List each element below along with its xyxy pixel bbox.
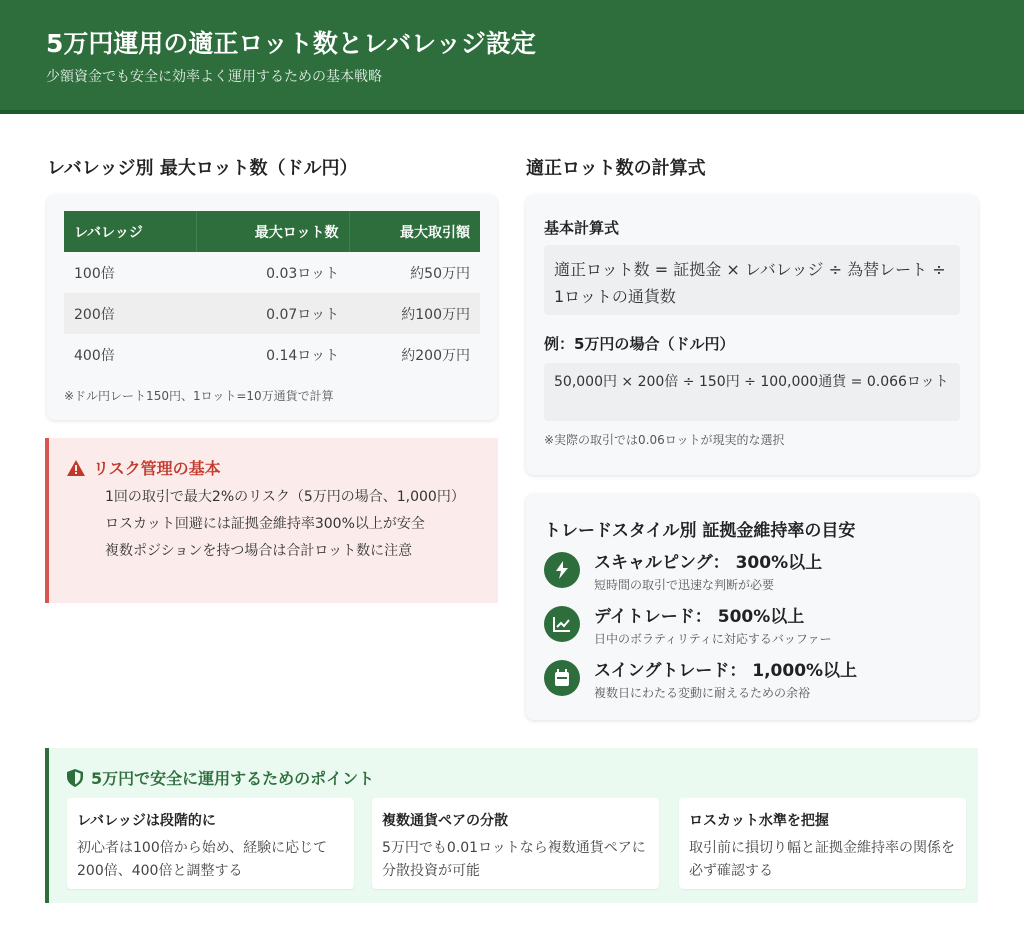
list-item: 複数ポジションを持つ場合は合計ロット数に注意 (105, 543, 413, 559)
point-card (679, 798, 966, 889)
chart-line-icon (544, 606, 580, 642)
table-cell: 約50万円 (410, 265, 470, 282)
point-title: 複数通貨ペアの分散 (382, 813, 508, 829)
column-header: 最大ロット数 (196, 211, 349, 252)
shield-icon (67, 769, 83, 787)
page-subtitle: 少額資金でも安全に効率よく運用するための基本戦略 (46, 69, 382, 85)
table-cell: 約100万円 (349, 293, 480, 334)
table-cell: 200倍 (64, 293, 196, 334)
trade-style-item (544, 660, 857, 701)
table-cell: 0.14ロット (266, 347, 339, 364)
point-title: レバレッジは段階的に (77, 813, 216, 829)
table-cell: 0.03ロット (266, 265, 339, 282)
page-header (0, 0, 1024, 114)
style-value: 500%以上 (717, 607, 805, 627)
formula-section-title: 適正ロット数の計算式 (526, 158, 706, 179)
table-cell: 400倍 (74, 347, 115, 364)
point-description: 5万円でも0.01ロットなら複数通貨ペアに分散投資が可能 (382, 840, 646, 879)
calendar-icon (544, 660, 580, 696)
risk-heading (67, 456, 221, 479)
formula-note: ※実際の取引では0.06ロットが現実的な選択 (544, 433, 785, 447)
points-heading (67, 766, 374, 789)
basic-formula-heading: 基本計算式 (544, 219, 620, 237)
table-header-row (64, 211, 480, 252)
point-description: 初心者は100倍から始め、経験に応じて200倍、400倍と調整する (77, 840, 328, 879)
points-title: 5万円で安全に運用するためのポイント (91, 769, 375, 788)
bolt-icon (544, 552, 580, 588)
table-row (64, 334, 480, 375)
style-name: スイングトレード： (594, 661, 747, 681)
list-item: ロスカット回避には証拠金維持率300%以上が安全 (105, 516, 425, 532)
lot-table-card (47, 195, 497, 420)
warning-icon (67, 460, 85, 476)
risk-title: リスク管理の基本 (93, 459, 221, 478)
table-row (64, 293, 480, 334)
style-description: 複数日にわたる変動に耐えるための余裕 (594, 686, 811, 700)
point-card (372, 798, 659, 889)
trade-style-item (544, 606, 832, 647)
points-box (45, 748, 978, 903)
style-description: 短時間の取引で迅速な判断が必要 (594, 578, 775, 592)
page-title: 5万円運用の適正ロット数とレバレッジ設定 (46, 29, 536, 58)
style-value: 1,000%以上 (752, 661, 858, 681)
table-cell: 約200万円 (401, 347, 470, 364)
style-name: デイトレード： (594, 607, 712, 627)
style-description: 日中のボラティリティに対応するバッファー (594, 632, 832, 646)
trade-style-title: トレードスタイル別 証拠金維持率の目安 (544, 521, 856, 541)
point-card (67, 798, 354, 889)
table-cell: 0.07ロット (196, 293, 349, 334)
formula-card (526, 195, 978, 475)
style-value: 300%以上 (735, 553, 823, 573)
lot-table-title: レバレッジ別 最大ロット数（ドル円） (47, 158, 358, 179)
trade-style-item (544, 552, 822, 593)
point-description: 取引前に損切り幅と証拠金維持率の関係を必ず確認する (689, 840, 955, 879)
column-header: 最大取引額 (349, 211, 480, 252)
basic-formula: 適正ロット数 = 証拠金 × レバレッジ ÷ 為替レート ÷ 1ロットの通貨数 (544, 245, 960, 315)
point-title: ロスカット水準を把握 (689, 813, 829, 829)
example-formula: 50,000円 × 200倍 ÷ 150円 ÷ 100,000通貨 = 0.066ロット (544, 363, 960, 421)
risk-box (45, 438, 498, 603)
table-cell: 100倍 (74, 265, 115, 282)
column-header: レバレッジ (64, 211, 196, 252)
list-item: 1回の取引で最大2%のリスク（5万円の場合、1,000円） (105, 489, 465, 505)
example-heading: 例：5万円の場合（ドル円） (544, 335, 735, 353)
table-row (64, 252, 480, 293)
risk-list (105, 486, 485, 567)
trade-style-card (526, 494, 978, 720)
lot-table (64, 211, 480, 375)
style-name: スキャルピング： (594, 553, 730, 573)
table-note: ※ドル円レート150円、1ロット=10万通貨で計算 (64, 389, 334, 403)
